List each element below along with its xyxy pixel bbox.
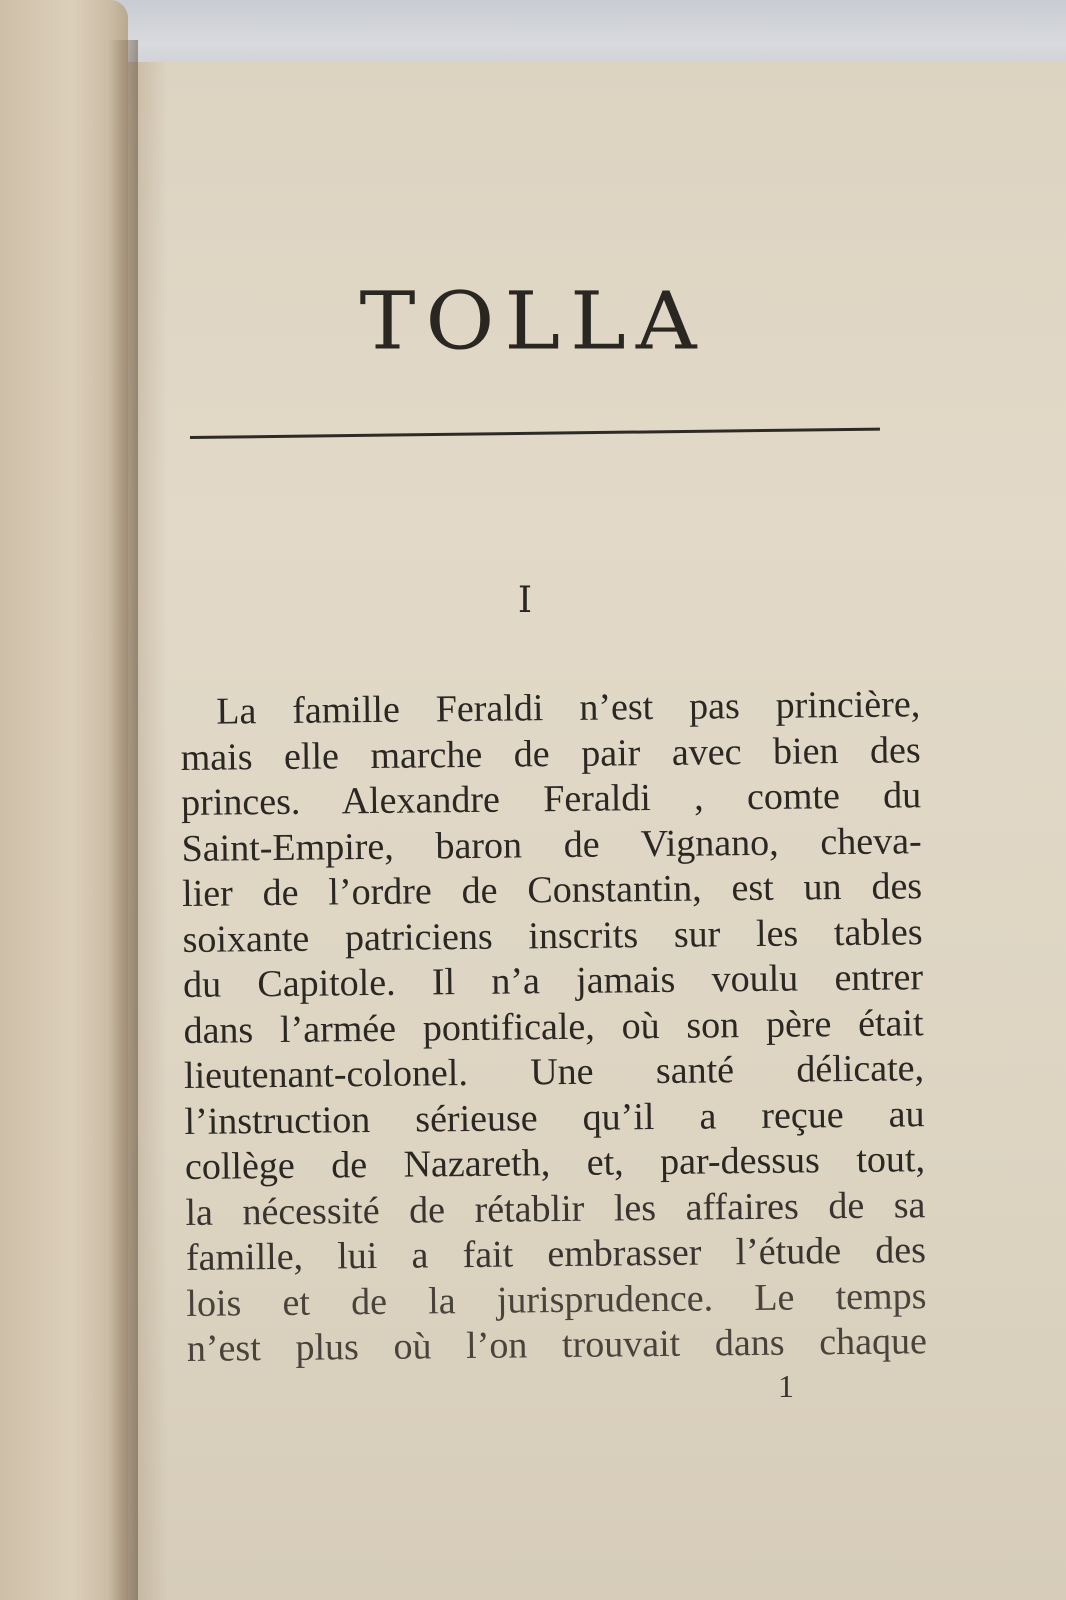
text-line: Saint-Empire, baron de Vignano, cheva- <box>181 819 922 870</box>
text-line: l’instruction sérieuse qu’il a reçue au <box>184 1092 925 1143</box>
text-line: du Capitole. Il n’a jamais voulu entrer <box>182 956 924 1006</box>
text-line: lieutenant-colonel. Une santé délicate, <box>183 1047 925 1097</box>
chapter-number: I <box>517 580 533 621</box>
text-line: La famille Feraldi n’est pas princière, <box>216 683 921 733</box>
text-line: la nécessité de rétablir les affaires de sa <box>185 1183 926 1234</box>
text-line: n’est plus où l’on trouvait dans chaque <box>186 1320 928 1370</box>
text-line: collège de Nazareth, et, par-dessus tout, <box>184 1138 926 1188</box>
book-title: TOLLA <box>359 274 707 368</box>
text-line: soixante patriciens inscrits sur les tables <box>182 910 923 961</box>
page-number: 1 <box>778 1368 794 1404</box>
text-line: mais elle marche de pair avec bien des <box>180 728 921 779</box>
text-line: dans l’armée pontificale, où son père était <box>183 1001 924 1052</box>
body-text <box>180 682 927 1372</box>
text-line: famille, lui a fait embrasser l’étude des <box>185 1229 927 1279</box>
text-line: princes. Alexandre Feraldi , comte du <box>180 774 922 824</box>
text-line: lois et de la jurisprudence. Le temps <box>186 1274 927 1325</box>
text-line: lier de l’ordre de Constantin, est un des <box>181 865 923 915</box>
